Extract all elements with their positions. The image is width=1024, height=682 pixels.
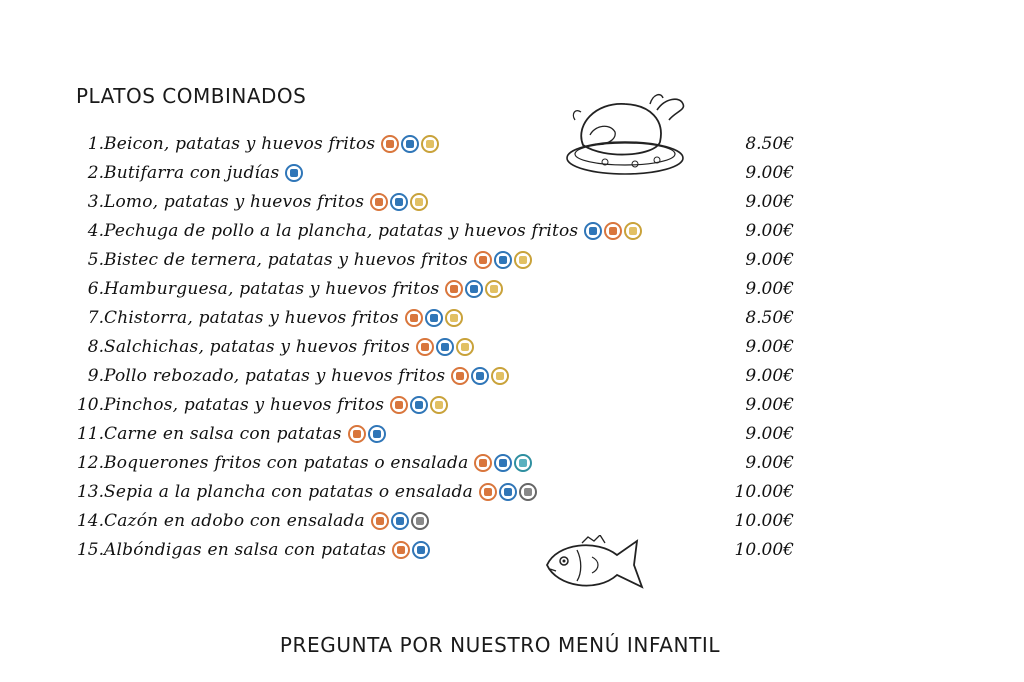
item-price: 9.00€ (745, 278, 794, 299)
item-number: 15. (76, 539, 104, 560)
menu-item (74, 274, 794, 303)
menu-item (74, 477, 794, 506)
item-number: 9. (87, 365, 104, 386)
allergen-icons (416, 338, 474, 356)
yellow-allergen-icon (514, 251, 532, 269)
item-number: 14. (76, 510, 104, 531)
menu-item (74, 245, 794, 274)
blue-allergen-icon (391, 512, 409, 530)
menu-item (74, 535, 794, 564)
item-name: Boquerones fritos con patatas o ensalada (104, 452, 469, 473)
orange-allergen-icon (416, 338, 434, 356)
item-name: Chistorra, patatas y huevos fritos (104, 307, 399, 328)
orange-allergen-icon (479, 483, 497, 501)
menu-item (74, 390, 794, 419)
item-name: Cazón en adobo con ensalada (104, 510, 365, 531)
item-price: 9.00€ (745, 220, 794, 241)
item-price: 8.50€ (745, 307, 794, 328)
orange-allergen-icon (604, 222, 622, 240)
orange-allergen-icon (451, 367, 469, 385)
orange-allergen-icon (405, 309, 423, 327)
allergen-icons (405, 309, 463, 327)
item-price: 8.50€ (745, 133, 794, 154)
item-name: Lomo, patatas y huevos fritos (104, 191, 365, 212)
allergen-icons (474, 454, 532, 472)
yellow-allergen-icon (445, 309, 463, 327)
blue-allergen-icon (436, 338, 454, 356)
item-price: 9.00€ (745, 336, 794, 357)
allergen-icons (371, 512, 429, 530)
orange-allergen-icon (370, 193, 388, 211)
item-name: Beicon, patatas y huevos fritos (104, 133, 376, 154)
menu-item (74, 216, 794, 245)
item-name: Salchichas, patatas y huevos fritos (104, 336, 410, 357)
gray-allergen-icon (411, 512, 429, 530)
menu-item (74, 361, 794, 390)
item-name: Pinchos, patatas y huevos fritos (104, 394, 385, 415)
allergen-icons (479, 483, 537, 501)
yellow-allergen-icon (421, 135, 439, 153)
menu-item (74, 158, 794, 187)
item-number: 5. (87, 249, 104, 270)
item-number: 10. (76, 394, 104, 415)
allergen-icons (584, 222, 642, 240)
item-name: Sepia a la plancha con patatas o ensalada (104, 481, 473, 502)
item-number: 12. (76, 452, 104, 473)
menu-item (74, 419, 794, 448)
item-number: 13. (76, 481, 104, 502)
yellow-allergen-icon (485, 280, 503, 298)
item-number: 4. (87, 220, 104, 241)
orange-allergen-icon (445, 280, 463, 298)
orange-allergen-icon (348, 425, 366, 443)
orange-allergen-icon (390, 396, 408, 414)
allergen-icons (392, 541, 430, 559)
teal-allergen-icon (514, 454, 532, 472)
blue-allergen-icon (465, 280, 483, 298)
orange-allergen-icon (381, 135, 399, 153)
yellow-allergen-icon (624, 222, 642, 240)
blue-allergen-icon (401, 135, 419, 153)
blue-allergen-icon (390, 193, 408, 211)
blue-allergen-icon (285, 164, 303, 182)
item-name: Bistec de ternera, patatas y huevos fritos (104, 249, 468, 270)
menu-item (74, 303, 794, 332)
gray-allergen-icon (519, 483, 537, 501)
yellow-allergen-icon (410, 193, 428, 211)
item-number: 3. (87, 191, 104, 212)
item-name: Carne en salsa con patatas (104, 423, 342, 444)
item-name: Albóndigas en salsa con patatas (104, 539, 387, 560)
allergen-icons (390, 396, 448, 414)
item-number: 7. (87, 307, 104, 328)
yellow-allergen-icon (456, 338, 474, 356)
menu-section-title: PLATOS COMBINADOS (76, 84, 307, 108)
item-price: 9.00€ (745, 249, 794, 270)
orange-allergen-icon (392, 541, 410, 559)
item-number: 6. (87, 278, 104, 299)
menu-item (74, 506, 794, 535)
item-price: 9.00€ (745, 452, 794, 473)
blue-allergen-icon (499, 483, 517, 501)
blue-allergen-icon (412, 541, 430, 559)
item-price: 9.00€ (745, 162, 794, 183)
blue-allergen-icon (584, 222, 602, 240)
allergen-icons (474, 251, 532, 269)
blue-allergen-icon (410, 396, 428, 414)
blue-allergen-icon (494, 454, 512, 472)
allergen-icons (381, 135, 439, 153)
allergen-icons (445, 280, 503, 298)
menu-item (74, 332, 794, 361)
orange-allergen-icon (474, 251, 492, 269)
allergen-icons (348, 425, 386, 443)
allergen-icons (370, 193, 428, 211)
blue-allergen-icon (494, 251, 512, 269)
item-number: 2. (87, 162, 104, 183)
item-number: 1. (87, 133, 104, 154)
item-number: 11. (76, 423, 104, 444)
item-name: Hamburguesa, patatas y huevos fritos (104, 278, 440, 299)
item-price: 10.00€ (734, 510, 794, 531)
platos-list (74, 129, 794, 564)
item-price: 9.00€ (745, 191, 794, 212)
menu-item (74, 129, 794, 158)
allergen-icons (285, 164, 303, 182)
blue-allergen-icon (471, 367, 489, 385)
blue-allergen-icon (368, 425, 386, 443)
kids-menu-note: PREGUNTA POR NUESTRO MENÚ INFANTIL (279, 633, 721, 657)
item-price: 9.00€ (745, 394, 794, 415)
item-name: Pollo rebozado, patatas y huevos fritos (104, 365, 446, 386)
yellow-allergen-icon (491, 367, 509, 385)
item-price: 9.00€ (745, 423, 794, 444)
fish-illustration (542, 535, 647, 595)
item-number: 8. (87, 336, 104, 357)
item-name: Butifarra con judías (104, 162, 280, 183)
orange-allergen-icon (371, 512, 389, 530)
item-name: Pechuga de pollo a la plancha, patatas y huevos fritos (104, 220, 579, 241)
yellow-allergen-icon (430, 396, 448, 414)
menu-item (74, 448, 794, 477)
orange-allergen-icon (474, 454, 492, 472)
item-price: 9.00€ (745, 365, 794, 386)
allergen-icons (451, 367, 509, 385)
item-price: 10.00€ (734, 539, 794, 560)
menu-item (74, 187, 794, 216)
blue-allergen-icon (425, 309, 443, 327)
item-price: 10.00€ (734, 481, 794, 502)
